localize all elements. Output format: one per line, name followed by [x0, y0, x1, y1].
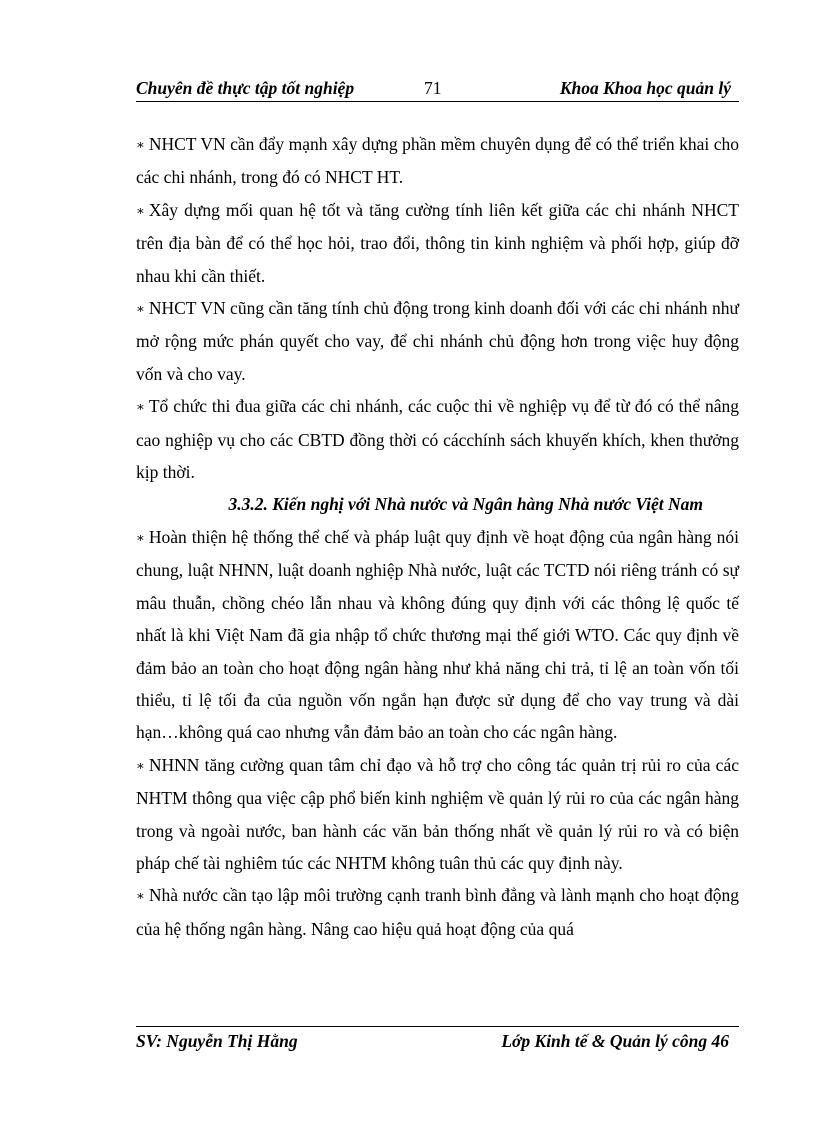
paragraph: ∗ Tổ chức thi đua giữa các chi nhánh, các cuộc thi về nghiệp vụ để từ đó có thể nâng cao nghiệp vụ cho các CBTD đồng thời có cácchính sách khuyến khích, khen thưởng kịp thời. — [136, 396, 739, 483]
header-divider — [136, 101, 739, 102]
header-title: Chuyên đề thực tập tốt nghiệp — [136, 78, 355, 98]
paragraph: ∗ Hoàn thiện hệ thống thể chế và pháp luật quy định về hoạt động của ngân hàng nói chung, luật NHNN, luật doanh nghiệp Nhà nước, luật các TCTD nói riêng tránh có sự mâu thuẫn, chồng chéo lẫn nhau và không đúng quy định với các thông lệ quốc tế nhất là khi Việt Nam đã gia nhập tổ chức thương mại thế giới WTO. Các quy định về đảm bảo an toàn cho hoạt động ngân hàng như khả năng chi trả, tỉ lệ an toàn vốn tối thiểu, tỉ lệ tối đa của nguồn vốn ngắn hạn được sử dụng để cho vay trung và dài hạn…không quá cao nhưng vẫn đảm bảo an toàn cho các ngân hàng. — [136, 526, 739, 743]
bullet-icon: ∗ — [136, 757, 145, 773]
paragraph: ∗ Nhà nước cần tạo lập môi trường cạnh tranh bình đẳng và lành mạnh cho hoạt động của hệ thống ngân hàng. Nâng cao hiệu quả hoạt động của quá — [136, 885, 739, 939]
section-heading: 3.3.2. Kiến nghị với Nhà nước và Ngân hàng Nhà nước Việt Nam — [228, 494, 703, 515]
paragraph: ∗ NHCT VN cần đẩy mạnh xây dựng phần mềm chuyên dụng để có thể triển khai cho các chi nhánh, trong đó có NHCT HT. — [136, 134, 739, 188]
bullet-icon: ∗ — [136, 202, 145, 218]
paragraph: ∗ NHCT VN cũng cần tăng tính chủ động trong kinh doanh đối với các chi nhánh như mở rộng mức phán quyết cho vay, để chi nhánh chủ động hơn trong việc huy động vốn và cho vay. — [136, 298, 739, 384]
bullet-icon: ∗ — [136, 529, 145, 545]
bullet-icon: ∗ — [136, 399, 145, 415]
bullet-icon: ∗ — [136, 301, 145, 317]
bullet-icon: ∗ — [136, 137, 145, 152]
bullet-icon: ∗ — [136, 888, 145, 904]
document-body — [136, 128, 739, 945]
footer-student: SV: Nguyễn Thị Hằng — [136, 1031, 298, 1051]
footer-class: Lớp Kinh tế & Quản lý công 46 — [501, 1031, 729, 1051]
footer-divider — [136, 1026, 739, 1027]
page-header — [136, 75, 739, 101]
paragraph: ∗ Xây dựng mối quan hệ tốt và tăng cường tính liên kết giữa các chi nhánh NHCT trên địa bàn để có thể học hỏi, trao đổi, thông tin kinh nghiệm và phối hợp, giúp đỡ nhau khi cần thiết. — [136, 199, 739, 286]
header-department: Khoa Khoa học quản lý — [559, 78, 731, 98]
page-number: 71 — [424, 78, 442, 98]
page-footer — [136, 1031, 739, 1057]
paragraph: ∗ NHNN tăng cường quan tâm chỉ đạo và hỗ trợ cho công tác quản trị rủi ro của các NHTM thông qua việc cập phổ biến kinh nghiệm về quản lý rủi ro của các ngân hàng trong và ngoài nước, ban hành các văn bản thống nhất về quản lý rủi ro và có biện pháp chế tài nghiêm túc các NHTM không tuân thủ các quy định này. — [136, 754, 739, 873]
